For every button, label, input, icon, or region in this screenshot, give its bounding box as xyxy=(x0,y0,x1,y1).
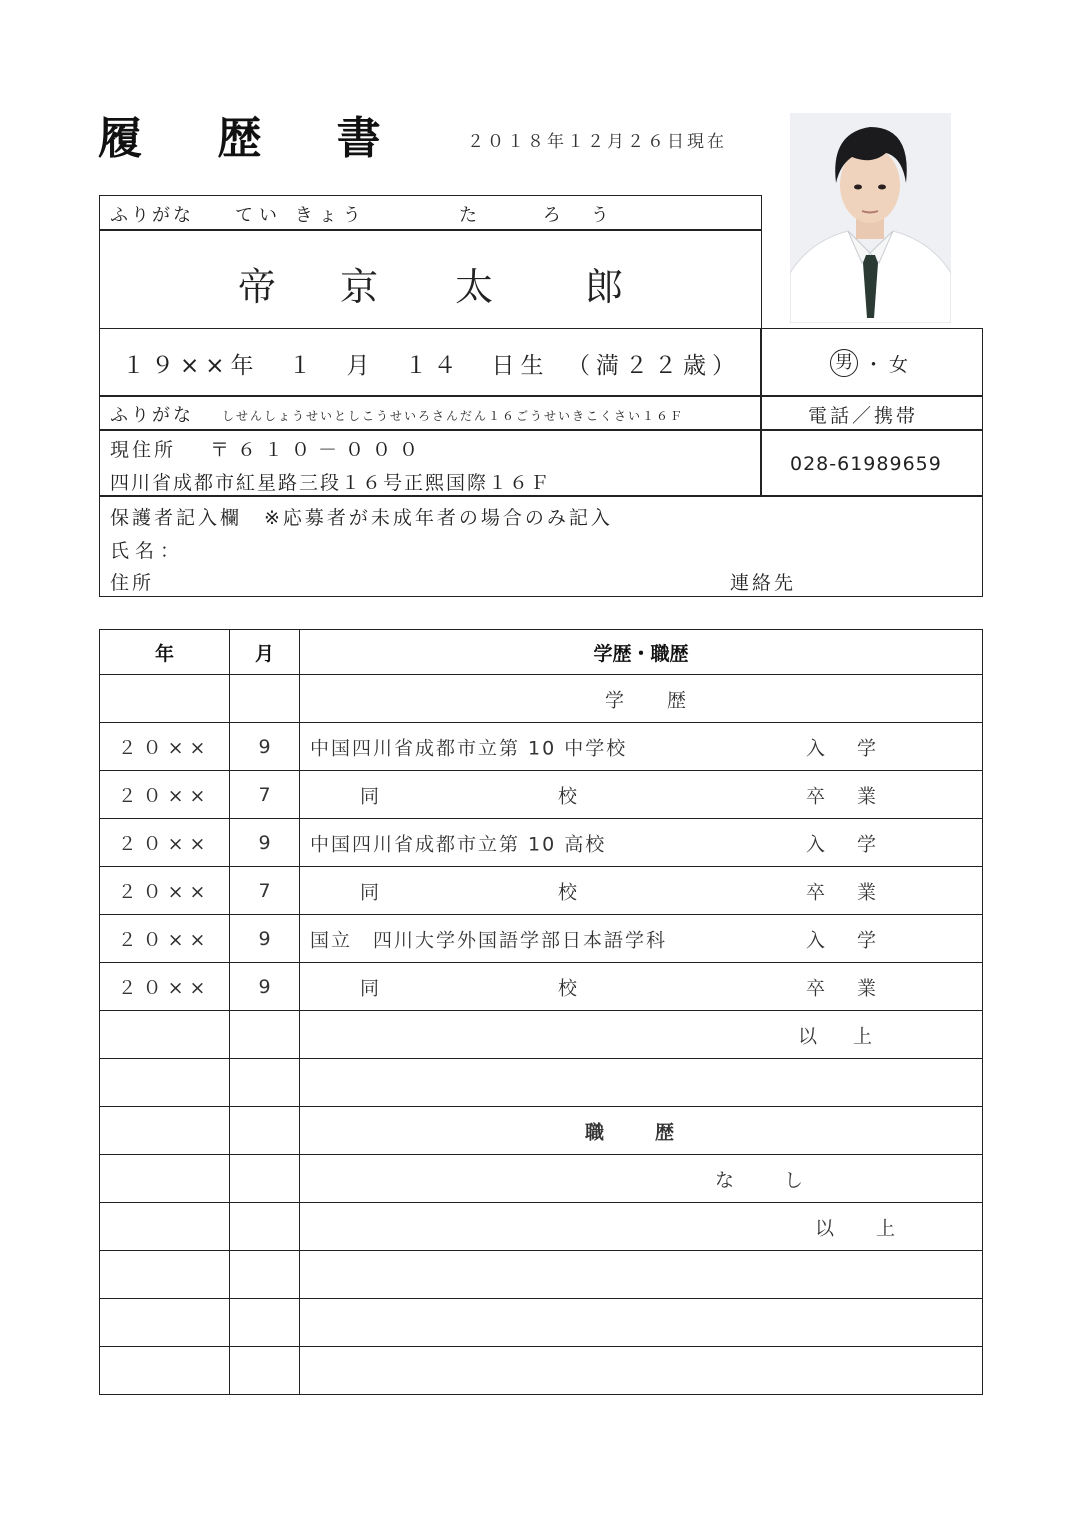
table-row xyxy=(100,675,983,723)
birth-date: １９××年 １ 月 １４ 日生 （満２２歳） xyxy=(122,353,742,379)
address-furigana-label: ふりがな xyxy=(110,405,194,426)
history-year xyxy=(100,1107,230,1155)
history-entry-text: 中国四川省成都市立第 10 高校 xyxy=(310,833,607,855)
gender-selected-mark: 男 xyxy=(830,349,858,377)
history-entry xyxy=(300,1059,983,1107)
table-row xyxy=(100,819,983,867)
history-entry-center: 職 歴 xyxy=(585,1121,691,1143)
history-table xyxy=(99,629,983,1395)
history-entry xyxy=(300,1203,983,1251)
history-entry xyxy=(300,1251,983,1299)
address-label: 現住所 xyxy=(110,439,177,461)
history-entry-status: 卒業 xyxy=(806,785,909,807)
history-entry-center: な し xyxy=(715,1169,826,1191)
history-year xyxy=(100,1347,230,1395)
history-year: ２０×× xyxy=(100,723,230,771)
history-month: 7 xyxy=(230,867,300,915)
history-year: ２０×× xyxy=(100,867,230,915)
history-entry-center: 校 xyxy=(558,881,578,903)
table-row xyxy=(100,867,983,915)
history-month xyxy=(230,1059,300,1107)
history-entry xyxy=(300,675,983,723)
history-year xyxy=(100,1155,230,1203)
table-row xyxy=(100,1155,983,1203)
history-entry-status: 卒業 xyxy=(806,977,909,999)
document-date: ２０１８年１２月２６日現在 xyxy=(467,132,727,152)
history-entry-center: 学 歴 xyxy=(605,689,699,711)
guardian-address-label: 住所 xyxy=(110,572,155,594)
history-entry-center: 校 xyxy=(558,785,578,807)
history-entry xyxy=(300,1299,983,1347)
history-entry xyxy=(300,1155,983,1203)
history-entry xyxy=(300,1347,983,1395)
phone-number: 028-61989659 xyxy=(790,453,942,475)
gender-options: ・女 xyxy=(864,354,915,376)
table-row xyxy=(100,723,983,771)
guardian-contact-label: 連絡先 xyxy=(730,572,797,594)
table-row xyxy=(100,1011,983,1059)
table-row xyxy=(100,1203,983,1251)
history-entry xyxy=(300,867,983,915)
col-main-header: 学歴・職歴 xyxy=(300,630,983,675)
table-row xyxy=(100,1107,983,1155)
history-month xyxy=(230,1299,300,1347)
guardian-heading: 保護者記入欄 ※応募者が未成年者の場合のみ記入 xyxy=(110,507,613,529)
history-month: 9 xyxy=(230,723,300,771)
divider xyxy=(99,229,762,231)
table-row xyxy=(100,1347,983,1395)
divider xyxy=(760,328,762,496)
history-entry-center: 校 xyxy=(558,977,578,999)
history-entry xyxy=(300,1011,983,1059)
table-row xyxy=(100,915,983,963)
history-month: 9 xyxy=(230,915,300,963)
history-year: ２０×× xyxy=(100,771,230,819)
history-month xyxy=(230,675,300,723)
history-month xyxy=(230,1203,300,1251)
history-entry xyxy=(300,723,983,771)
history-year: ２０×× xyxy=(100,819,230,867)
postal-code: 〒６１０－０００ xyxy=(210,439,427,461)
col-year-header: 年 xyxy=(100,630,230,675)
document-title: 履 歴 書 xyxy=(98,113,411,164)
divider xyxy=(99,395,983,397)
col-month-header: 月 xyxy=(230,630,300,675)
name-furigana-label: ふりがな xyxy=(110,205,194,226)
history-month xyxy=(230,1347,300,1395)
divider xyxy=(99,429,983,431)
history-entry-status: 卒業 xyxy=(806,881,909,903)
history-month: 7 xyxy=(230,771,300,819)
history-month: 9 xyxy=(230,819,300,867)
history-month xyxy=(230,1251,300,1299)
table-row xyxy=(100,1059,983,1107)
address-line: 四川省成都市紅星路三段１６号正熙国際１６Ｆ xyxy=(110,472,552,494)
name-furigana-given: た ろう xyxy=(459,205,639,226)
history-year xyxy=(100,1059,230,1107)
history-entry-status: 以上 xyxy=(798,1025,909,1047)
history-entry-status: 以 上 xyxy=(815,1217,914,1239)
history-entry-status: 入学 xyxy=(806,737,909,759)
history-year xyxy=(100,1203,230,1251)
table-row xyxy=(100,771,983,819)
history-entry-status: 入学 xyxy=(806,833,909,855)
history-year xyxy=(100,1299,230,1347)
history-header-row xyxy=(100,630,983,675)
history-month xyxy=(230,1155,300,1203)
history-entry xyxy=(300,915,983,963)
table-row xyxy=(100,963,983,1011)
history-year xyxy=(100,1011,230,1059)
history-entry-text: 同 xyxy=(360,977,382,999)
history-year xyxy=(100,1251,230,1299)
applicant-family-name: 帝 京 xyxy=(238,265,405,309)
history-entry-text: 中国四川省成都市立第 10 中学校 xyxy=(310,737,628,759)
history-entry xyxy=(300,963,983,1011)
history-month xyxy=(230,1011,300,1059)
history-entry xyxy=(300,819,983,867)
name-furigana-family: てい きょう xyxy=(235,205,367,226)
history-entry xyxy=(300,1107,983,1155)
history-year: ２０×× xyxy=(100,915,230,963)
applicant-given-name: 太 郎 xyxy=(455,265,664,309)
divider xyxy=(99,495,983,497)
guardian-name-label: 氏名： xyxy=(110,540,186,562)
history-year xyxy=(100,675,230,723)
table-row xyxy=(100,1251,983,1299)
phone-label: 電話／携帯 xyxy=(808,405,919,427)
history-entry-status: 入学 xyxy=(806,929,909,951)
history-entry xyxy=(300,771,983,819)
history-year: ２０×× xyxy=(100,963,230,1011)
history-entry-text: 国立 四川大学外国語学部日本語学科 xyxy=(310,929,668,951)
applicant-photo xyxy=(790,113,951,323)
history-month: 9 xyxy=(230,963,300,1011)
history-entry-text: 同 xyxy=(360,881,382,903)
history-month xyxy=(230,1107,300,1155)
table-row xyxy=(100,1299,983,1347)
address-furigana: しせんしょうせいとしこうせいろさんだん１６ごうせいきこくさい１６Ｆ xyxy=(222,409,685,423)
history-entry-text: 同 xyxy=(360,785,382,807)
